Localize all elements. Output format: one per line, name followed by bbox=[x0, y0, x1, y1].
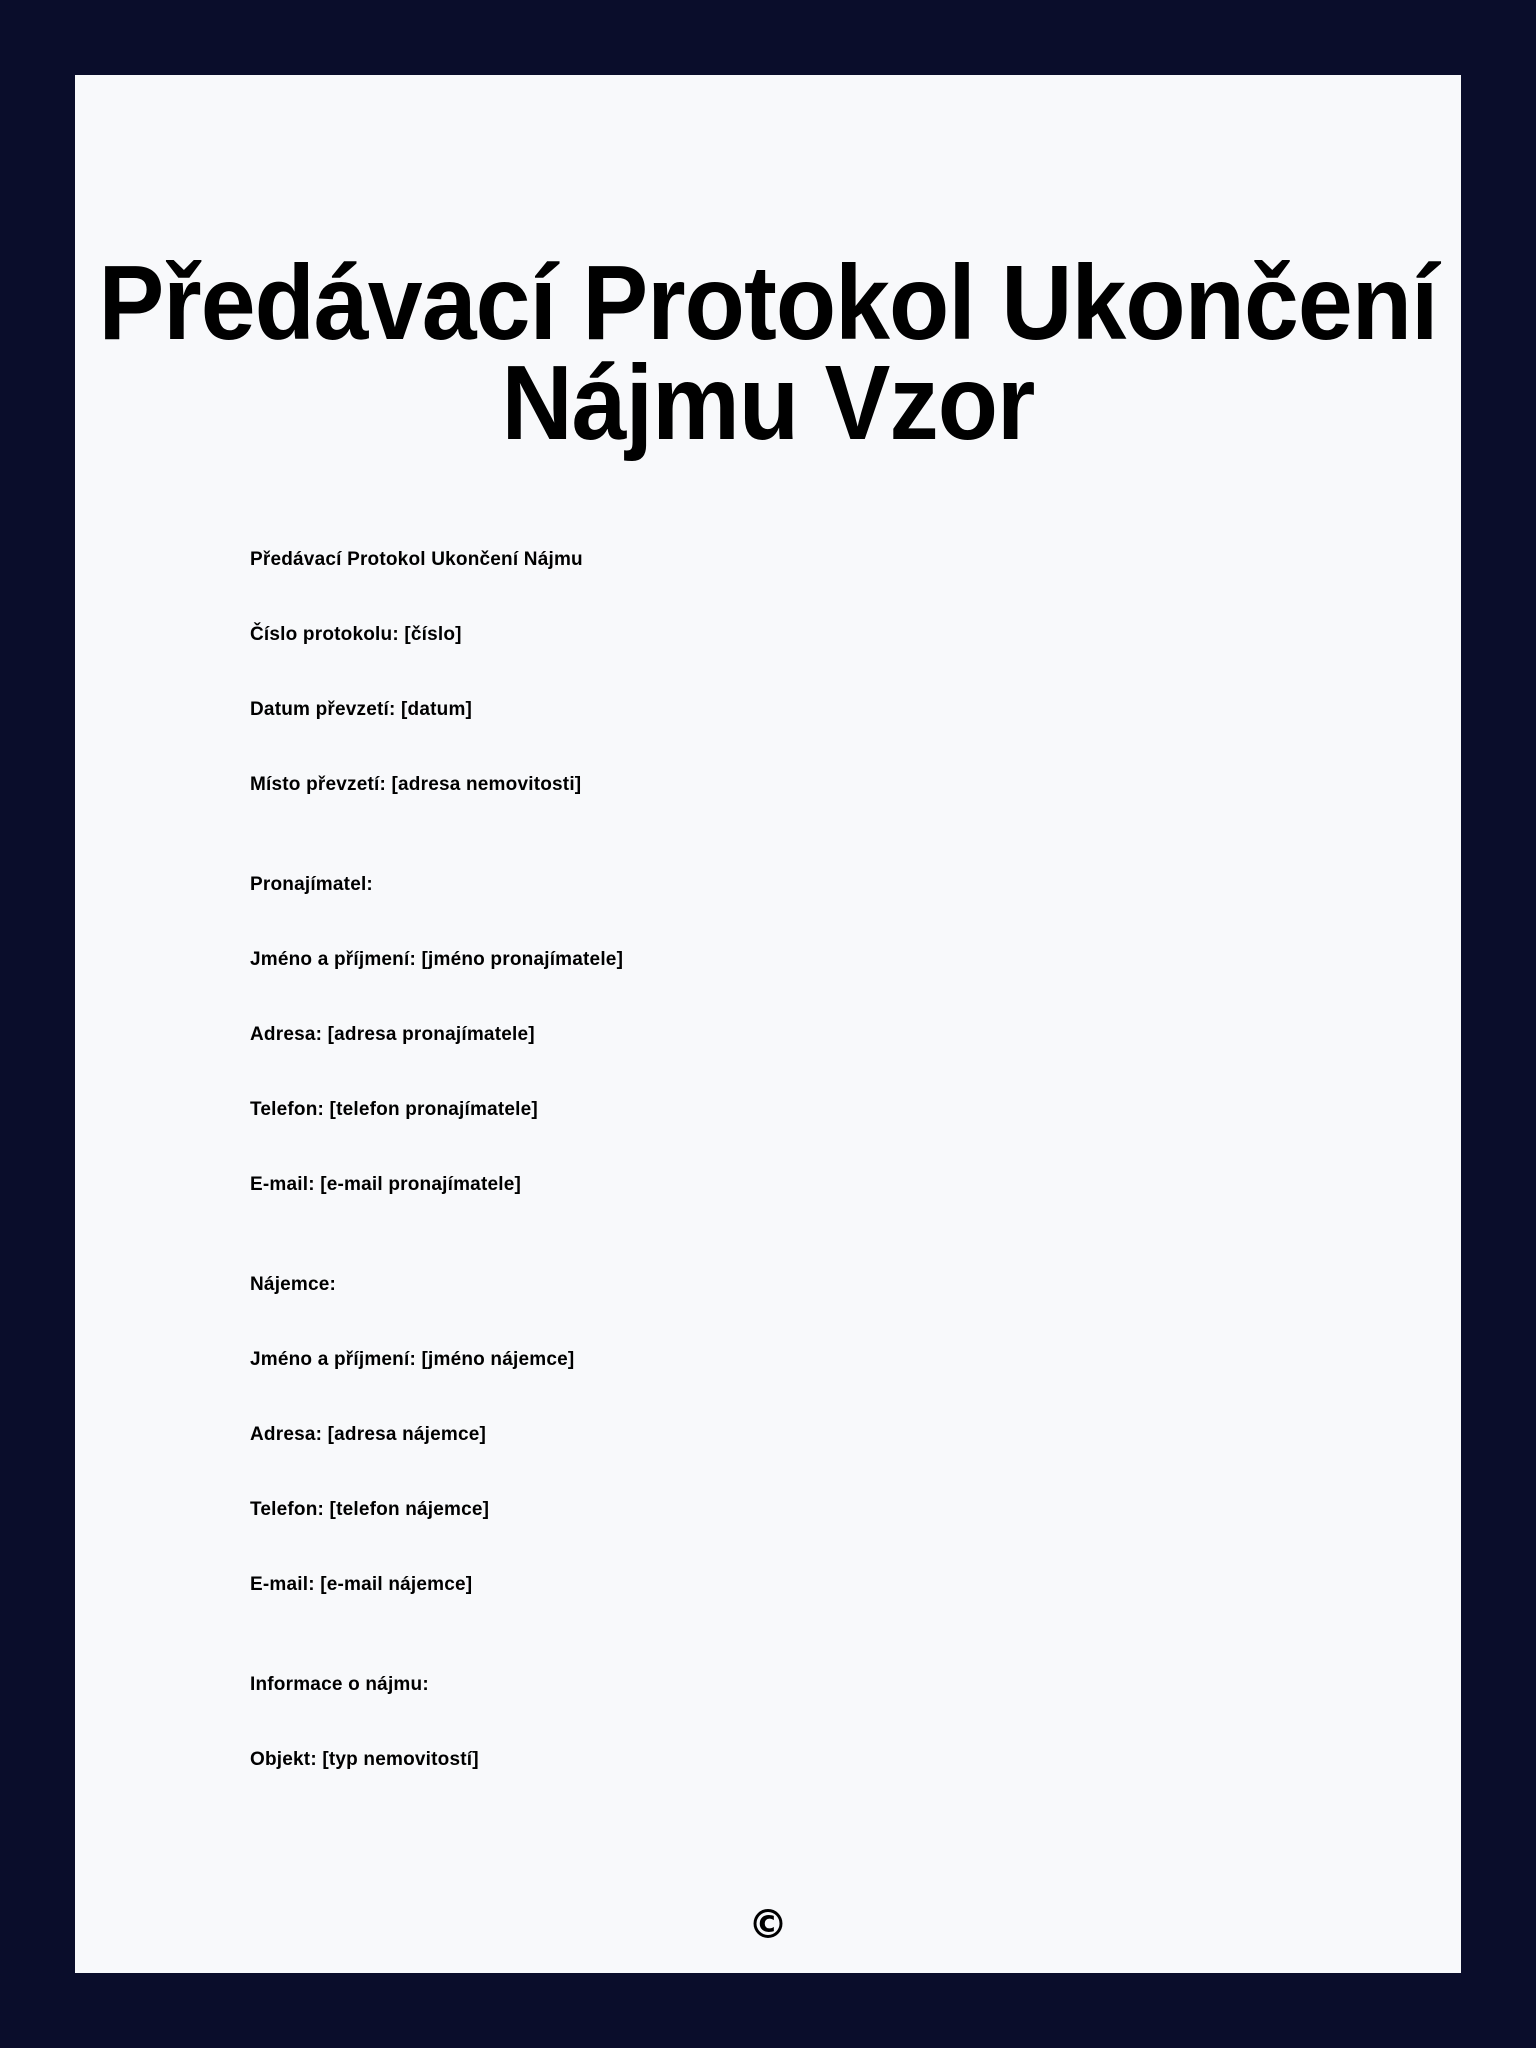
document-title: Předávací Protokol Ukončení Nájmu Vzor bbox=[98, 244, 1438, 462]
tenant-name-field: Jméno a příjmení: [jméno nájemce] bbox=[250, 1349, 575, 1370]
landlord-phone-field: Telefon: [telefon pronajímatele] bbox=[250, 1099, 538, 1120]
landlord-email-field: E-mail: [e-mail pronajímatele] bbox=[250, 1174, 522, 1195]
lease-info-section-heading: Informace o nájmu: bbox=[250, 1674, 429, 1695]
handover-place-field: Místo převzetí: [adresa nemovitosti] bbox=[250, 774, 582, 795]
tenant-phone-field: Telefon: [telefon nájemce] bbox=[250, 1499, 490, 1520]
landlord-section-heading: Pronajímatel: bbox=[250, 874, 373, 895]
tenant-address-field: Adresa: [adresa nájemce] bbox=[250, 1424, 487, 1445]
header-line: Předávací Protokol Ukončení Nájmu bbox=[250, 549, 583, 570]
property-type-field: Objekt: [typ nemovitostí] bbox=[250, 1749, 479, 1770]
tenant-email-field: E-mail: [e-mail nájemce] bbox=[250, 1574, 473, 1595]
landlord-name-field: Jméno a příjmení: [jméno pronajímatele] bbox=[250, 949, 624, 970]
protocol-number-field: Číslo protokolu: [číslo] bbox=[250, 624, 462, 645]
copyright-icon: © bbox=[748, 1902, 788, 1948]
landlord-address-field: Adresa: [adresa pronajímatele] bbox=[250, 1024, 535, 1045]
document-page bbox=[75, 75, 1461, 1973]
handover-date-field: Datum převzetí: [datum] bbox=[250, 699, 473, 720]
tenant-section-heading: Nájemce: bbox=[250, 1274, 337, 1295]
